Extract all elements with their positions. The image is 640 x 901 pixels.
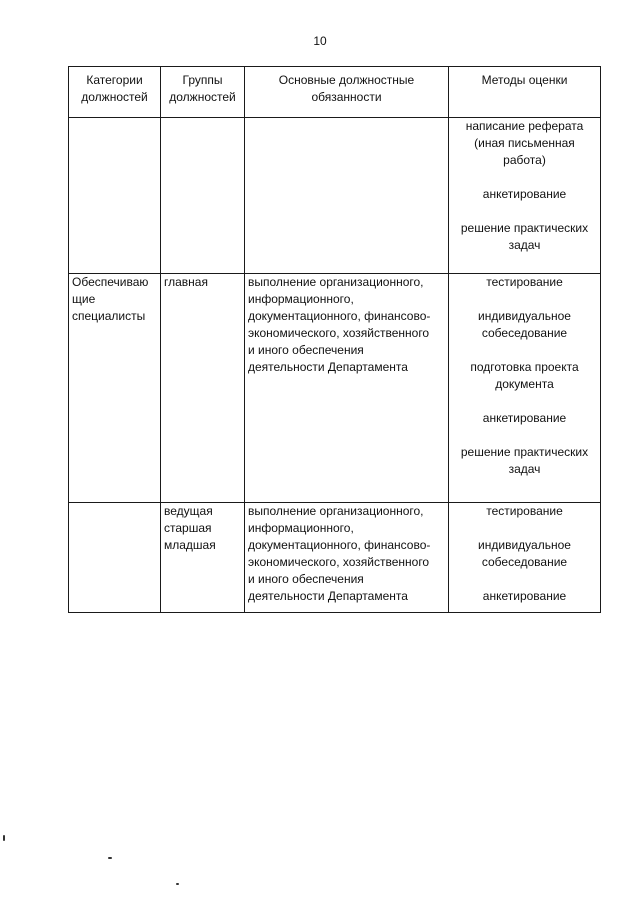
evaluation-methods-table: [68, 66, 601, 613]
page-number: 10: [313, 34, 327, 48]
method-item: анкетирование: [482, 187, 567, 201]
cell-category: Обеспечиваю щие специалисты: [69, 274, 161, 503]
table-row: [69, 274, 601, 503]
method-item: подготовка проекта документа: [470, 360, 579, 391]
method-item: анкетирование: [482, 411, 567, 425]
header-duties: Основные должностные обязанности: [245, 67, 449, 118]
method-item: тестирование: [486, 504, 563, 518]
cell-methods: [449, 118, 601, 274]
cell-methods: [449, 274, 601, 503]
cell-category: [69, 118, 161, 274]
header-groups: Группы должностей: [161, 67, 245, 118]
table-header-row: [69, 67, 601, 118]
cell-methods: [449, 503, 601, 613]
cell-groups: главная: [161, 274, 245, 503]
method-item: решение практических задач: [460, 221, 589, 252]
cell-category: [69, 503, 161, 613]
scan-speck: [176, 883, 179, 885]
cell-groups: ведущая старшая младшая: [161, 503, 245, 613]
table-row: [69, 503, 601, 613]
scan-speck: [108, 857, 112, 859]
table-row: [69, 118, 601, 274]
header-methods: Методы оценки: [449, 67, 601, 118]
cell-duties: выполнение организационного, информационного, документационного, финансово- экономического, хозяйственного и иного обеспечения деятельности Департамента: [245, 503, 449, 613]
method-item: анкетирование: [482, 589, 567, 603]
method-item: решение практических задач: [460, 445, 589, 476]
method-item: индивидуальное собеседование: [478, 309, 571, 340]
method-item: написание реферата (иная письменная работа): [465, 119, 584, 167]
method-item: тестирование: [486, 275, 563, 289]
method-item: индивидуальное собеседование: [478, 538, 571, 569]
cell-duties: выполнение организационного, информационного, документационного, финансово- экономического, хозяйственного и иного обеспечения деятельности Департамента: [245, 274, 449, 503]
cell-groups: [161, 118, 245, 274]
scan-speck: [3, 835, 5, 841]
header-categories: Категории должностей: [69, 67, 161, 118]
cell-duties: [245, 118, 449, 274]
